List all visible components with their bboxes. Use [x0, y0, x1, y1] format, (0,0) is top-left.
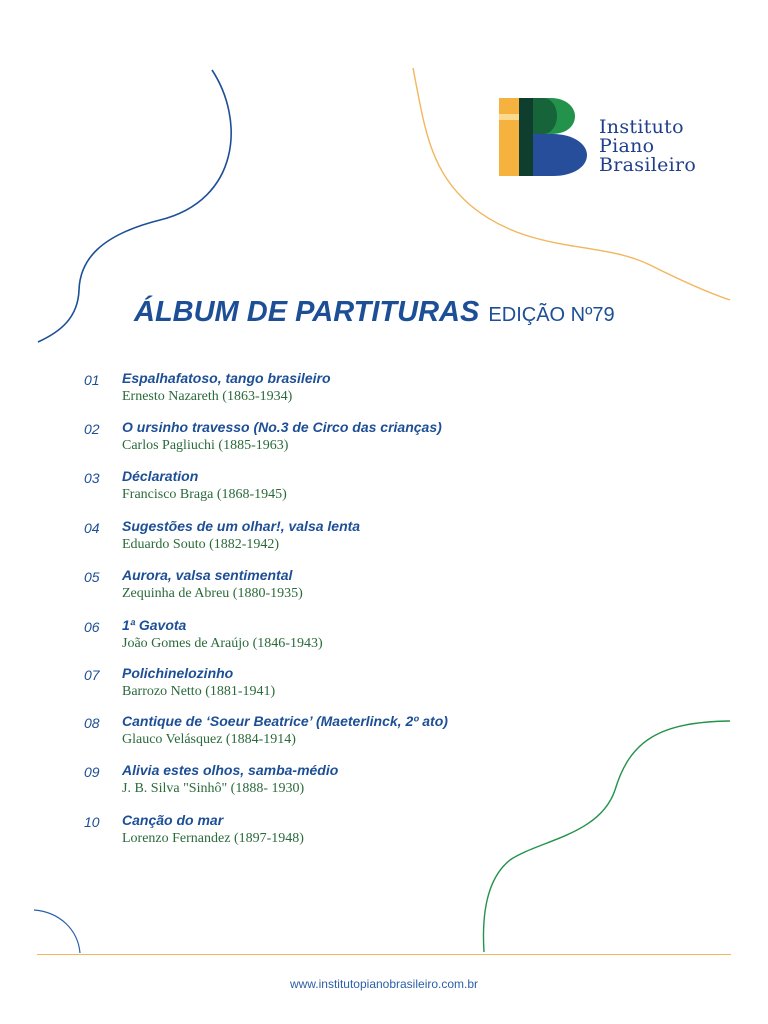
piece-title: Alivia estes olhos, samba-médio: [122, 762, 339, 778]
list-item: [0, 567, 768, 611]
logo-line-1: Instituto: [599, 116, 684, 138]
website-link[interactable]: www.institutopianobrasileiro.com.br: [289, 977, 479, 991]
item-number: 03: [84, 470, 100, 486]
piece-composer: Francisco Braga (1868-1945): [122, 487, 287, 502]
logo-wordmark: [599, 118, 696, 175]
piece-composer: Eduardo Souto (1882-1942): [122, 537, 280, 552]
list-item: [0, 370, 768, 414]
piece-title: Aurora, valsa sentimental: [122, 567, 293, 583]
edition-label: EDIÇÃO Nº79: [488, 304, 615, 326]
footer-divider: [37, 954, 731, 955]
list-item: [0, 713, 768, 757]
institute-logo: [499, 98, 739, 178]
list-item: [0, 617, 768, 661]
piece-composer: Lorenzo Fernandez (1897-1948): [122, 831, 304, 846]
piece-title: Espalhafatoso, tango brasileiro: [122, 370, 331, 386]
piece-title: O ursinho travesso (No.3 de Circo das crianças): [122, 419, 442, 435]
list-item: [0, 419, 768, 463]
item-number: 09: [84, 764, 100, 780]
list-item: [0, 762, 768, 806]
logo-line-2: Piano: [599, 135, 655, 157]
piece-title: Canção do mar: [122, 812, 224, 828]
item-number: 01: [84, 372, 100, 388]
piece-title: Polichinelozinho: [122, 665, 234, 681]
piece-composer: Carlos Pagliuchi (1885-1963): [122, 438, 289, 453]
piece-composer: J. B. Silva "Sinhô" (1888- 1930): [122, 781, 305, 796]
item-number: 04: [84, 520, 100, 536]
ipb-logo-icon: [499, 98, 589, 178]
piece-title: 1ª Gavota: [122, 617, 187, 633]
logo-line-3: Brasileiro: [599, 154, 697, 176]
piece-title: Cantique de ‘Soeur Beatrice’ (Maeterlinck, 2º ato): [122, 713, 448, 729]
list-item: [0, 812, 768, 856]
album-title: ÁLBUM DE PARTITURAS: [134, 296, 480, 328]
list-item: [0, 468, 768, 512]
item-number: 10: [84, 814, 100, 830]
piece-composer: Barrozo Netto (1881-1941): [122, 684, 276, 699]
item-number: 06: [84, 619, 100, 635]
item-number: 02: [84, 421, 100, 437]
item-number: 07: [84, 667, 100, 683]
piece-composer: Ernesto Nazareth (1863-1934): [122, 389, 293, 404]
piece-composer: Zequinha de Abreu (1880-1935): [122, 586, 303, 601]
blue-arc-bottom-left: [34, 910, 80, 953]
piece-composer: Glauco Velásquez (1884-1914): [122, 732, 296, 747]
list-item: [0, 665, 768, 709]
piece-title: Sugestões de um olhar!, valsa lenta: [122, 518, 361, 534]
list-item: [0, 518, 768, 562]
item-number: 08: [84, 715, 100, 731]
piece-title: Déclaration: [122, 468, 199, 484]
piece-composer: João Gomes de Araújo (1846-1943): [122, 636, 323, 651]
page-title: [134, 296, 615, 329]
item-number: 05: [84, 569, 100, 585]
